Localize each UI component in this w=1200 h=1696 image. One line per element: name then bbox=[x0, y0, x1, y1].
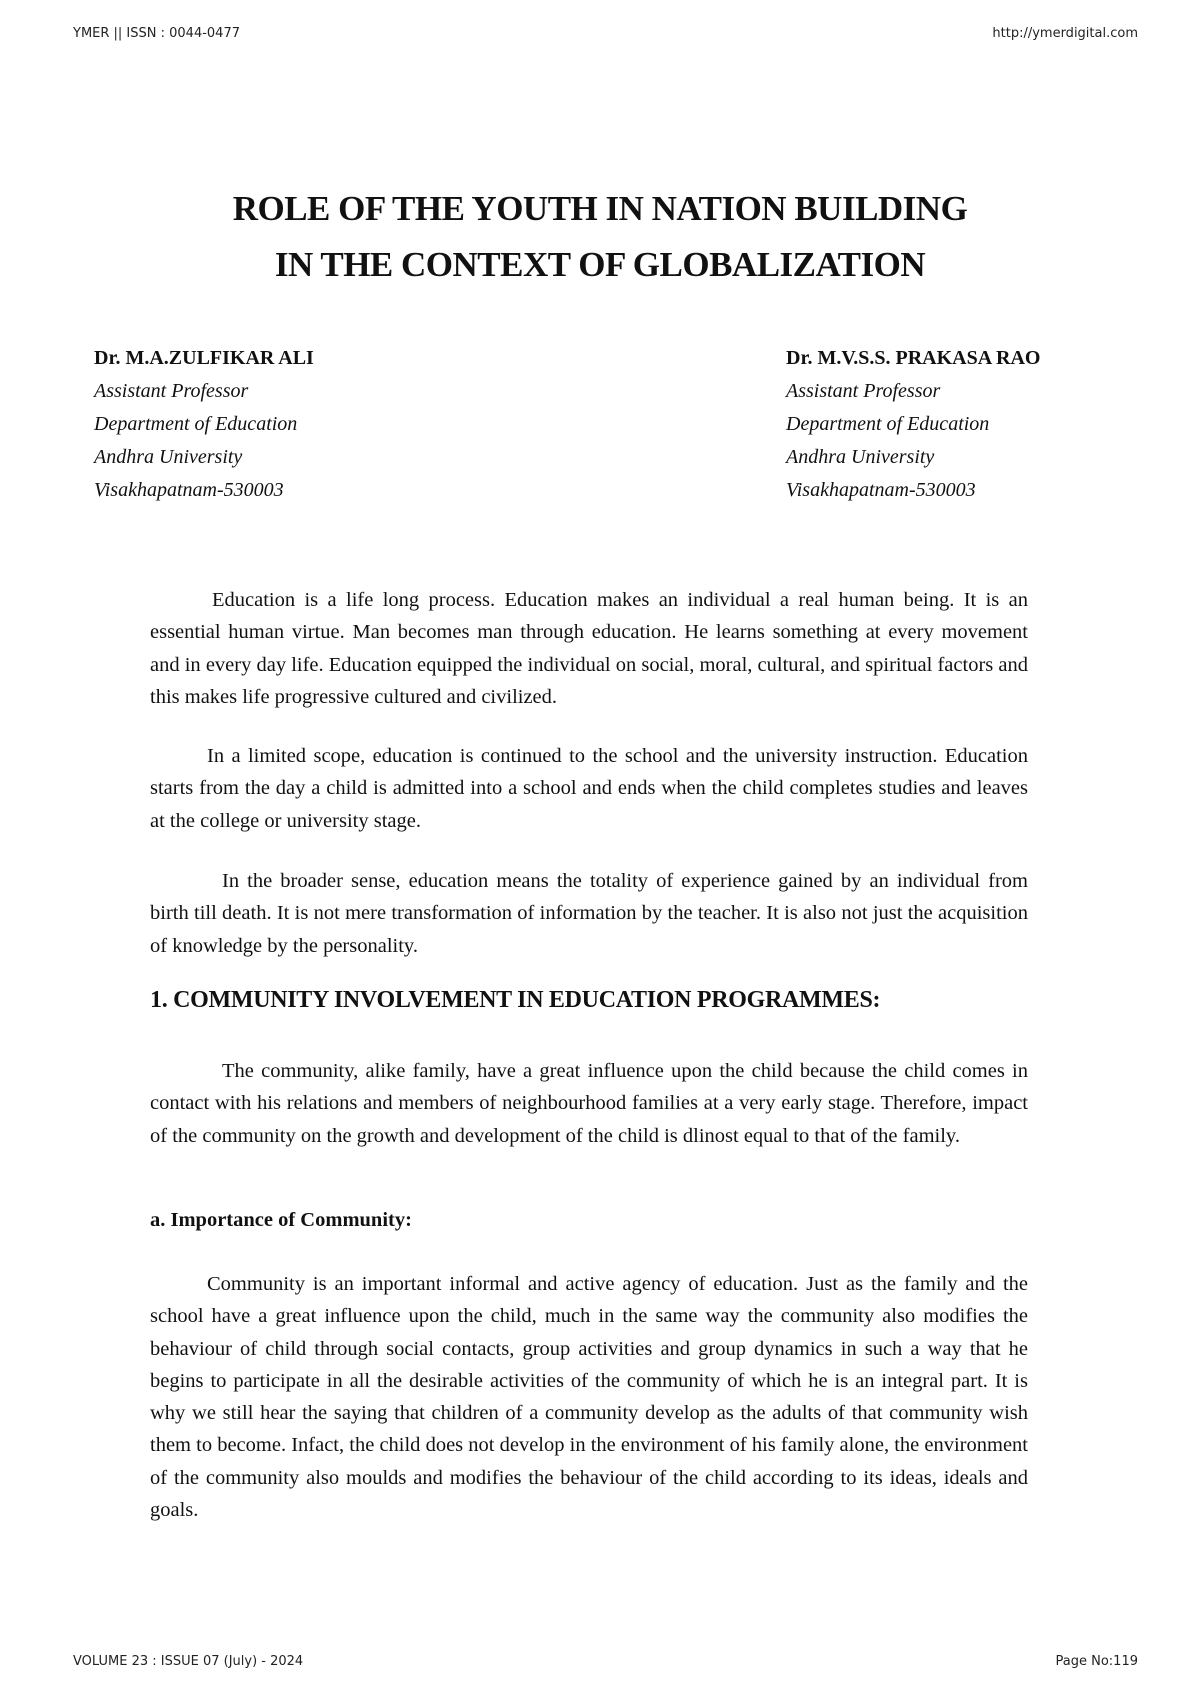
paper-title bbox=[0, 181, 1200, 293]
author-position: Assistant Professor bbox=[94, 380, 249, 402]
title-line-1: ROLE OF THE YOUTH IN NATION BUILDING bbox=[232, 189, 968, 229]
volume-issue: VOLUME 23 : ISSUE 07 (July) - 2024 bbox=[73, 1654, 304, 1669]
journal-issn: YMER || ISSN : 0044-0477 bbox=[73, 26, 240, 41]
subsection-title: Importance of Community: bbox=[170, 1209, 412, 1231]
author-block-2 bbox=[786, 342, 1040, 507]
author-university: Andhra University bbox=[94, 446, 243, 468]
author-name: Dr. M.A.ZULFIKAR ALI bbox=[94, 347, 314, 369]
author-department: Department of Education bbox=[94, 413, 298, 435]
author-city: Visakhapatnam-530003 bbox=[786, 479, 976, 501]
author-name: Dr. M.V.S.S. PRAKASA RAO bbox=[786, 347, 1041, 369]
subsection-heading bbox=[150, 1209, 412, 1232]
paragraph-community-influence: The community, alike family, have a great influence upon the child because the child comes in contact with his relations and members of neighbourhood families at a very early stage. Therefore, impact of the community on the growth and development of the child is dlinost equal to that of the family. bbox=[150, 1060, 1028, 1147]
running-footer bbox=[73, 1654, 1138, 1669]
section-heading: 1. COMMUNITY INVOLVEMENT IN EDUCATION PROGRAMMES: bbox=[150, 987, 881, 1013]
author-block-1 bbox=[94, 342, 314, 507]
page-number: Page No:119 bbox=[1055, 1654, 1138, 1669]
paragraph-importance-of-community: Community is an important informal and active agency of education. Just as the family and the school have a great influence upon the child, much in the same way the community also modifies the behaviour of child through social contacts, group activities and group dynamics in such a way that he begins to participate in all the desirable activities of the community of which he is an integral part. It is why we still hear the saying that children of a community develop as the adults of that community wish them to become. Infact, the child does not develop in the environment of his family alone, the environment of the community also moulds and modifies the behaviour of the child according to its ideas, ideals and goals. bbox=[150, 1273, 1028, 1522]
author-city: Visakhapatnam-530003 bbox=[94, 479, 284, 501]
journal-url: http://ymerdigital.com bbox=[992, 26, 1138, 41]
title-line-2: IN THE CONTEXT OF GLOBALIZATION bbox=[274, 245, 926, 285]
paragraph-limited-scope: In a limited scope, education is continued to the school and the university instruction. Education starts from the day a child is admitted into a school and ends when the child completes studies and leaves at the college or university stage. bbox=[150, 745, 1028, 832]
author-position: Assistant Professor bbox=[786, 380, 941, 402]
author-department: Department of Education bbox=[786, 413, 990, 435]
paragraph-education-intro: Education is a life long process. Education makes an individual a real human being. It is an essential human virtue. Man becomes man through education. He learns something at every movement and in every day life. Education equipped the individual on social, moral, cultural, and spiritual factors and this makes life progressive cultured and civilized. bbox=[150, 589, 1028, 708]
running-header bbox=[73, 26, 1138, 41]
subsection-prefix: a. bbox=[150, 1209, 166, 1231]
author-university: Andhra University bbox=[786, 446, 935, 468]
paragraph-broader-sense: In the broader sense, education means the totality of experience gained by an individual from birth till death. It is not mere transformation of information by the teacher. It is also not just the acquisition of knowledge by the personality. bbox=[150, 870, 1028, 957]
